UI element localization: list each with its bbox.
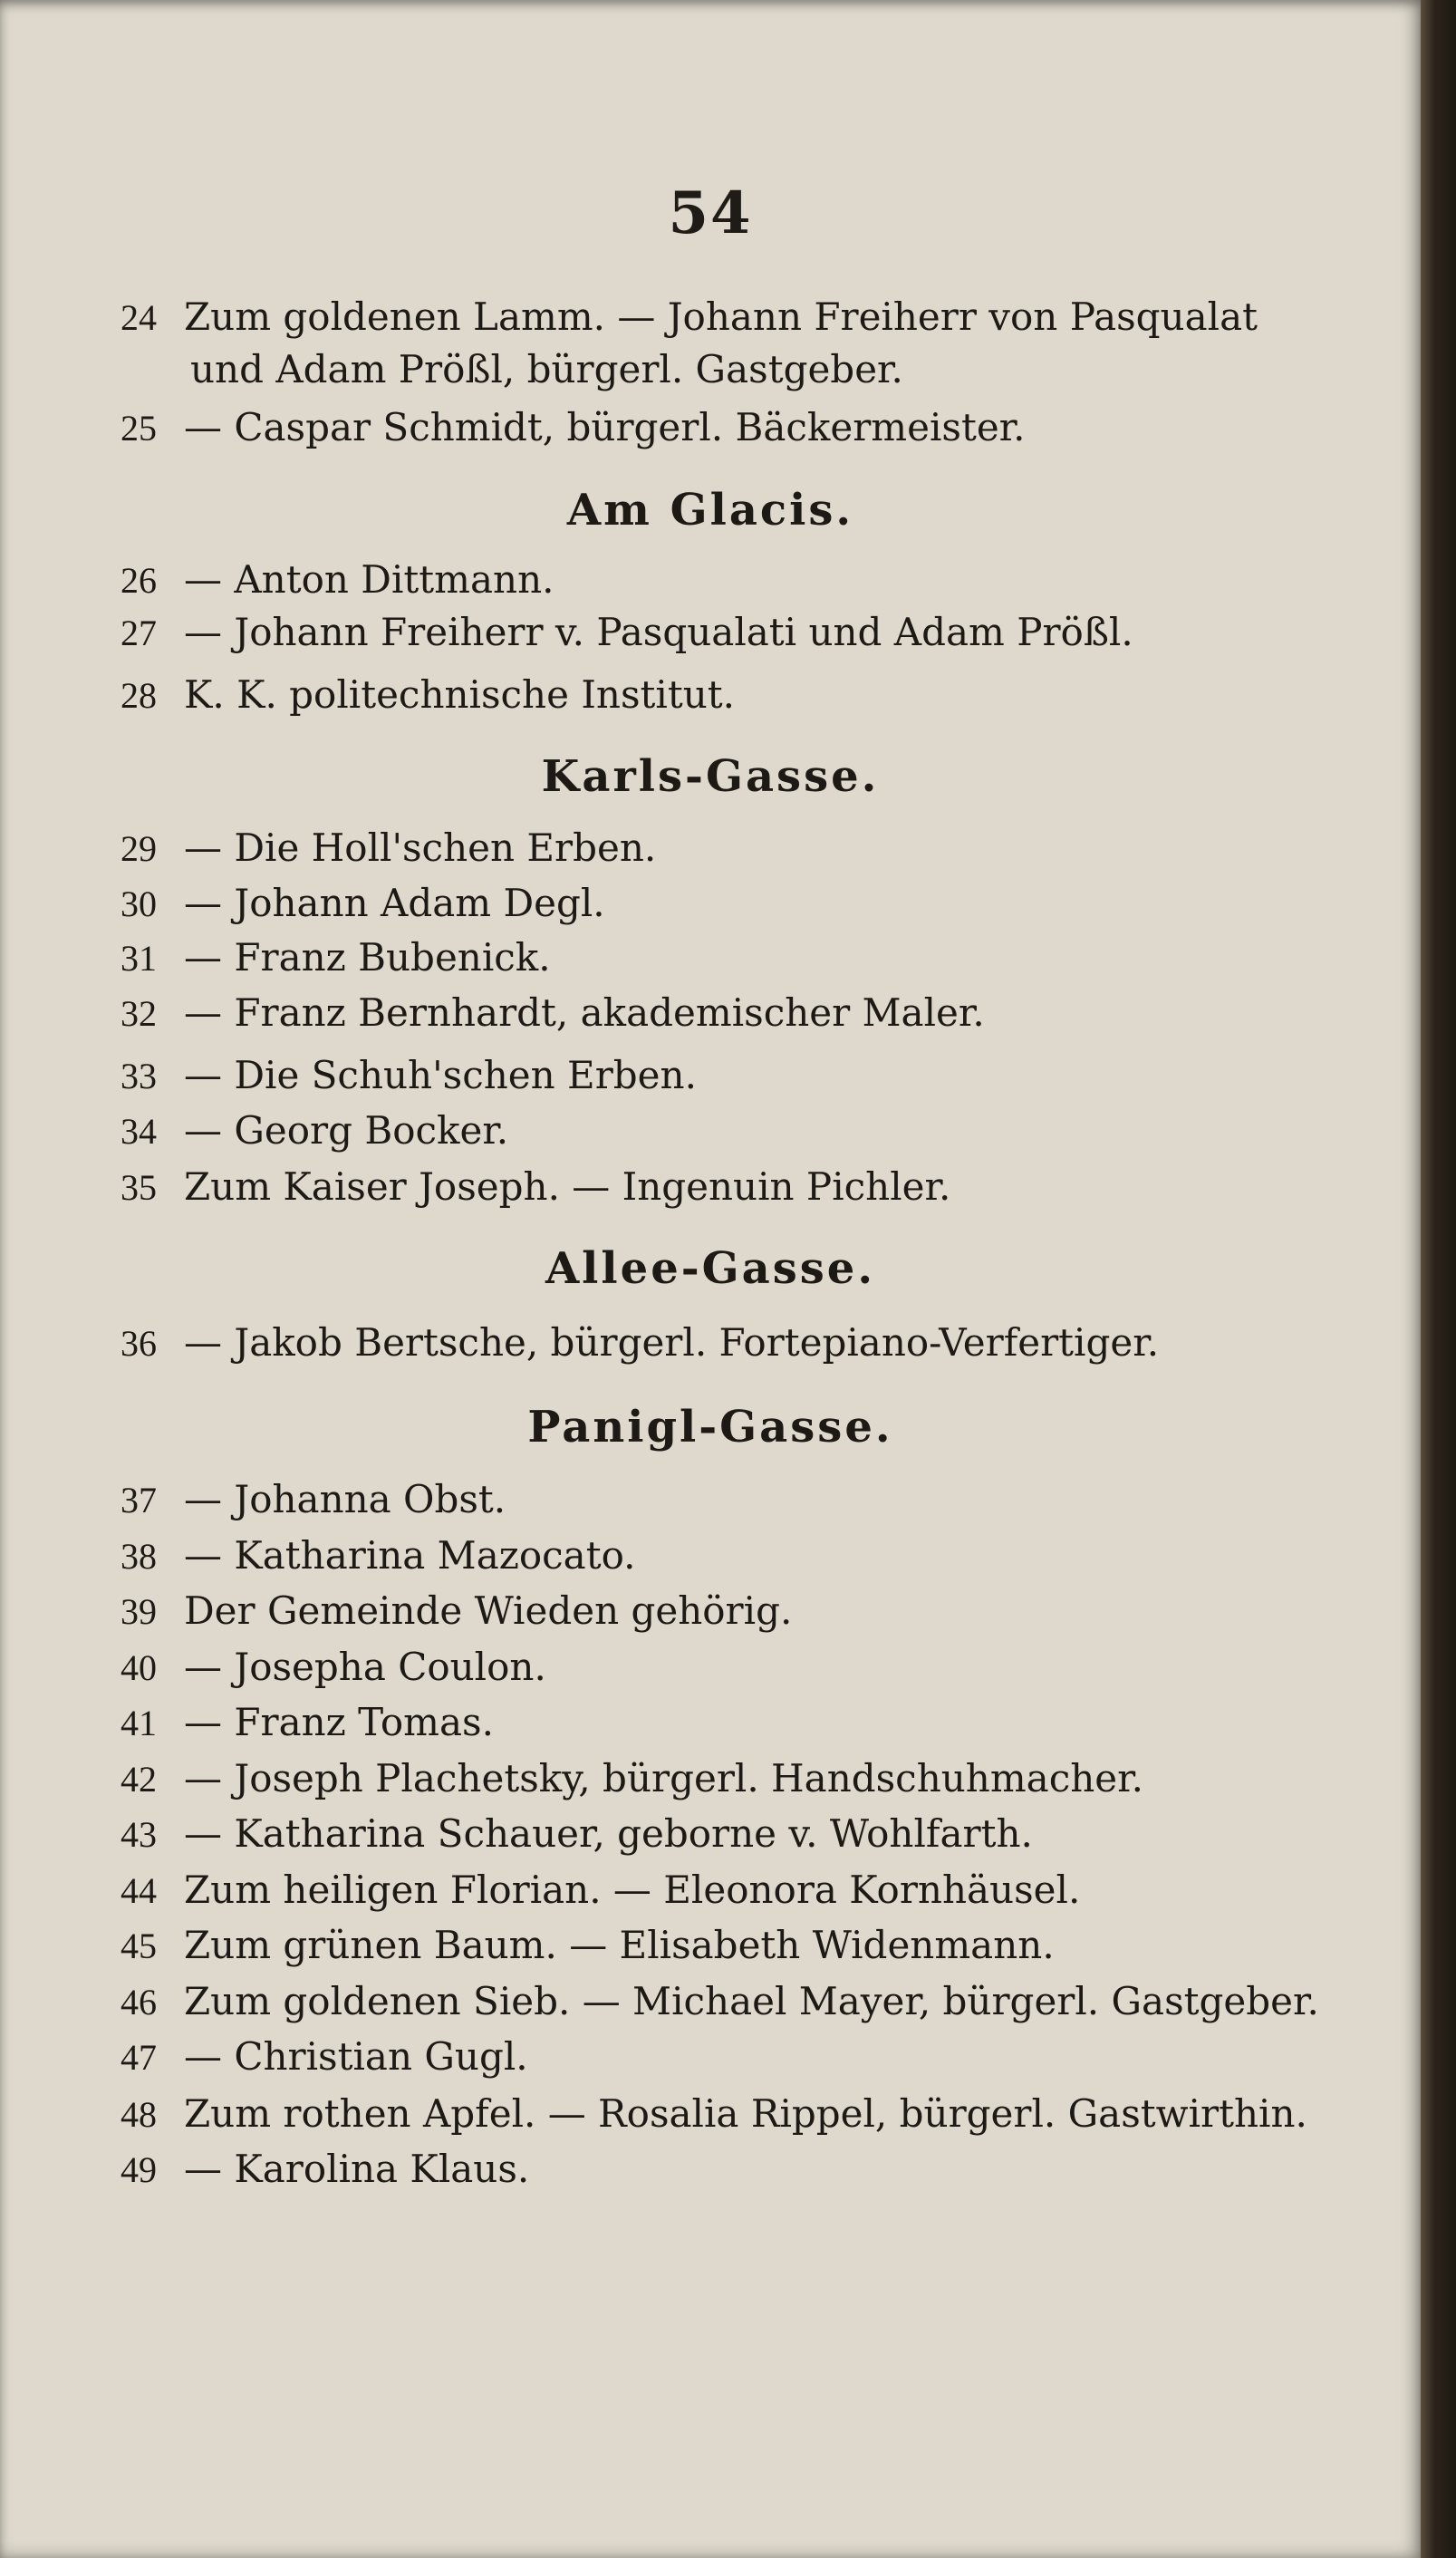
entry-text: Zum rothen Apfel. — Rosalia Rippel, bürgerl. Gastwirthin. [184, 2091, 1307, 2136]
entry-number: 42 [121, 1759, 157, 1800]
section-heading: Karls-Gasse. [541, 751, 880, 802]
entry-line [121, 1640, 546, 1694]
entry-number: 47 [121, 2037, 157, 2078]
entry-number: 41 [121, 1703, 157, 1743]
entry-number: 36 [121, 1323, 157, 1364]
entry-text: — Katharina Schauer, geborne v. Wohlfarth. [184, 1811, 1033, 1856]
entry-text: — Johann Adam Degl. [184, 881, 605, 925]
entry-text: — Die Schuh'schen Erben. [184, 1053, 697, 1097]
entry-line [121, 668, 735, 722]
entry-line [121, 1472, 506, 1527]
entry-number: 38 [121, 1536, 157, 1577]
entry-line [121, 401, 1026, 455]
entry-number: 45 [121, 1926, 157, 1966]
entry-number: 49 [121, 2149, 157, 2190]
entry-text: — Jakob Bertsche, bürgerl. Fortepiano-Verfertiger. [184, 1320, 1160, 1365]
section-heading: Am Glacis. [566, 485, 854, 536]
entry-line [121, 1160, 950, 1214]
entry-text: Zum heiligen Florian. — Eleonora Kornhäusel. [184, 1868, 1081, 1912]
entry-text: — Anton Dittmann. [184, 557, 554, 602]
entry-line [121, 1316, 1159, 1370]
entry-text: — Joseph Plachetsky, bürgerl. Handschuhmacher. [184, 1756, 1143, 1800]
entry-text: — Franz Bernhardt, akademischer Maler. [184, 990, 985, 1035]
entry-number: 33 [121, 1056, 157, 1096]
entry-text: K. K. politechnische Institut. [184, 672, 735, 717]
entry-number: 48 [121, 2094, 157, 2135]
entry-text: — Franz Bubenick. [184, 935, 551, 980]
entry-number: 39 [121, 1591, 157, 1632]
entry-line [121, 986, 985, 1040]
entry-text: — Georg Bocker. [184, 1108, 509, 1153]
entry-line [121, 1807, 1033, 1861]
entry-number: 44 [121, 1870, 157, 1911]
entry-text: Zum Kaiser Joseph. — Ingenuin Pichler. [184, 1164, 951, 1209]
entry-line [121, 1104, 508, 1158]
entry-line [121, 2030, 528, 2084]
entry-line [121, 1695, 494, 1750]
entry-line [121, 605, 1133, 660]
entry-number: 28 [121, 675, 157, 716]
page-number: 54 [668, 179, 753, 247]
entry-line [121, 931, 551, 985]
entry-number: 37 [121, 1480, 157, 1520]
section-heading: Panigl-Gasse. [527, 1402, 893, 1453]
entry-line [121, 1974, 1319, 2029]
entry-text: Zum grünen Baum. — Elisabeth Widenmann. [184, 1923, 1055, 1967]
entry-number: 24 [121, 297, 157, 338]
entry-line [121, 1048, 697, 1103]
entry-number: 29 [121, 828, 157, 869]
entry-text: — Johanna Obst. [184, 1477, 506, 1521]
entry-number: 30 [121, 883, 157, 924]
entry-number: 43 [121, 1814, 157, 1855]
section-heading: Allee-Gasse. [545, 1243, 876, 1294]
entry-line [121, 2087, 1307, 2141]
entry-line [121, 1584, 792, 1638]
entry-line [121, 821, 656, 875]
book-edge [1421, 0, 1456, 2558]
entry-text: Zum goldenen Lamm. — Johann Freiherr von Pasqualat [184, 294, 1258, 339]
entry-text: — Katharina Mazocato. [184, 1533, 636, 1578]
entry-number: 40 [121, 1647, 157, 1688]
entry-text: — Christian Gugl. [184, 2034, 528, 2079]
entry-line [121, 1752, 1143, 1806]
entry-number: 35 [121, 1167, 157, 1208]
entry-text: — Johann Freiherr v. Pasqualati und Adam Prößl. [184, 610, 1133, 654]
entry-line [121, 876, 605, 931]
entry-text: und Adam Prößl, bürgerl. Gastgeber. [190, 347, 903, 391]
entry-text: — Franz Tomas. [184, 1700, 494, 1744]
entry-line [121, 290, 1258, 344]
entry-line [121, 553, 554, 607]
entry-line-continuation [190, 343, 903, 397]
entry-text: — Caspar Schmidt, bürgerl. Bäckermeister. [184, 405, 1026, 449]
entry-number: 31 [121, 938, 157, 979]
entry-text: — Die Holl'schen Erben. [184, 825, 657, 870]
entry-number: 46 [121, 1982, 157, 2022]
entry-line [121, 1918, 1055, 1973]
entry-number: 25 [121, 408, 157, 449]
entry-number: 27 [121, 613, 157, 653]
entry-line [121, 1863, 1080, 1917]
entry-number: 34 [121, 1111, 157, 1152]
entry-text: Der Gemeinde Wieden gehörig. [184, 1588, 793, 1633]
entry-text: Zum goldenen Sieb. — Michael Mayer, bürgerl. Gastgeber. [184, 1979, 1319, 2023]
entry-text: — Karolina Klaus. [184, 2147, 530, 2191]
entry-number: 32 [121, 993, 157, 1034]
entry-text: — Josepha Coulon. [184, 1645, 546, 1689]
entry-line [121, 2142, 529, 2196]
entry-number: 26 [121, 560, 157, 601]
entry-line [121, 1529, 635, 1583]
